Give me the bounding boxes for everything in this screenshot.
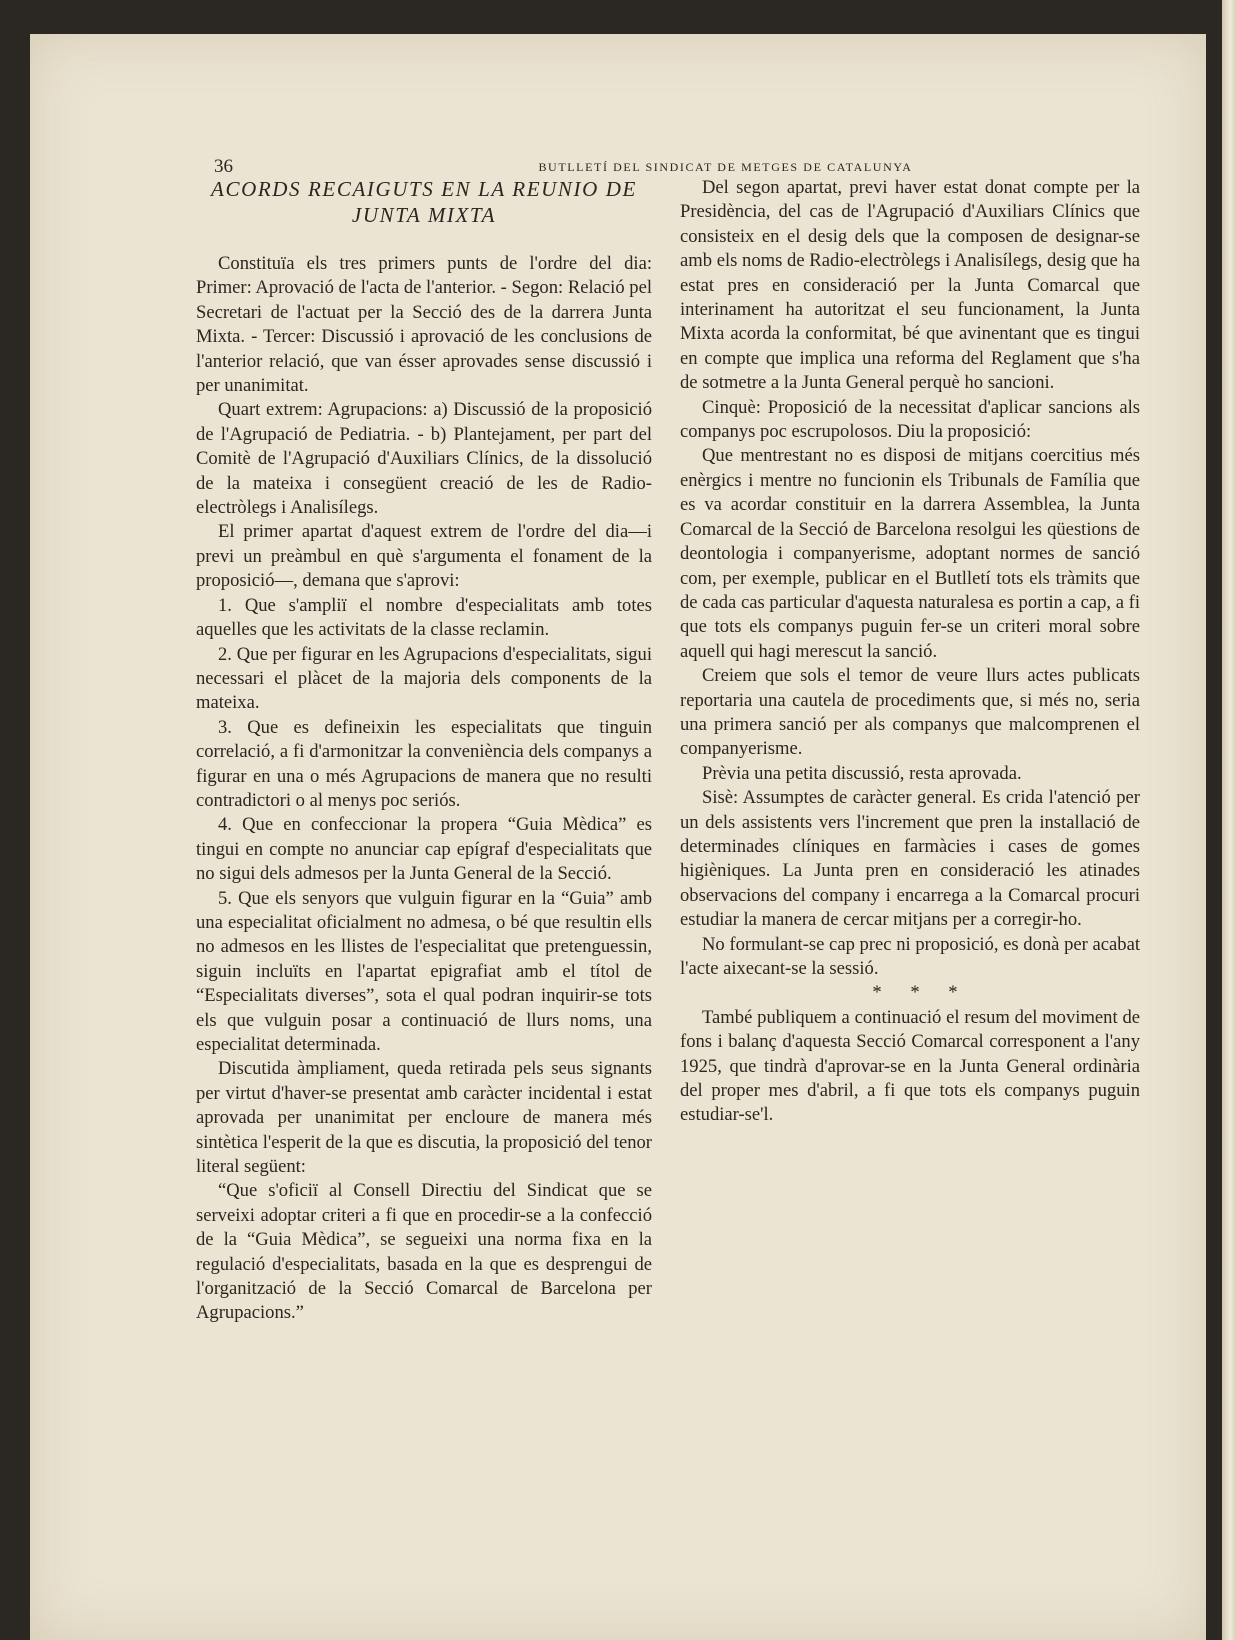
paragraph: El primer apartat d'aquest extrem de l'ordre del dia—i previ un preàmbul en què s'argumenta el fonament de la proposició—, demana que s'aprovi: [196,521,652,592]
article-title: ACORDS RECAIGUTS EN LA REUNIO DE JUNTA MIXTA [211,177,637,227]
paragraph: Prèvia una petita discussió, resta aprovada. [702,762,1022,784]
list-item: 4. Que en confeccionar la propera “Guia Mèdica” es tingui en compte no anunciar cap epígraf d'especialitats que no sigui dels admesos per la Junta General de la Secció. [196,814,652,885]
paragraph: Constituïa els tres primers punts de l'ordre del dia: Primer: Aprovació de l'acta de l'anterior. - Segon: Relació pel Secretari de l'actuat per la Secció des de la darrera Junta Mixta. - Tercer: Discussió i aprovació de les conclusions de l'anterior relació, que van ésser aprovades sense discussió i per unanimitat. [196,253,652,397]
page-edge [1222,0,1236,1640]
paragraph: No formulant-se cap prec ni proposició, es donà per acabat l'acte aixecant-se la sessió. [680,933,1140,979]
page-number: 36 [214,156,233,177]
paragraph: Cinquè: Proposició de la necessitat d'aplicar sancions als companys poc escrupolosos. Diu la proposició: [680,396,1140,443]
paragraph: Creiem que sols el temor de veure llurs actes publicats reportaria una cautela de procediments que, si més no, seria una primera sanció per als companys que malcomprenen el companyerisme. [680,665,1140,760]
paragraph: Sisè: Assumptes de caràcter general. Es crida l'atenció per un dels assistents vers l'increment que pren la installació de determinades clíniques en farmàcies i cases de gomes higièniques. La Junta pren en consideració les atinades observacions del company i encarrega a la Comarcal procuri estudiar la manera de cercar mitjans per a corregir-ho. [680,787,1140,931]
section-separator: * * * [872,982,970,1004]
right-column [680,176,1140,1128]
list-item: 2. Que per figurar en les Agrupacions d'especialitats, sigui necessari el plàcet de la majoria dels components de la mateixa. [196,643,652,714]
list-item: 3. Que es defineixin les especialitats que tinguin correlació, a fi d'armonitzar la conveniència dels companys a figurar en una o més Agrupacions de manera que no resulti contradictori o al menys poc seriós. [196,716,652,811]
list-item: 1. Que s'ampliï el nombre d'especialitats amb totes aquelles que les activitats de la classe reclamin. [196,594,652,641]
paragraph: Del segon apartat, previ haver estat donat compte per la Presidència, del cas de l'Agrupació d'Auxiliars Clínics que consisteix en el desig dels que la composen de designar-se amb els noms de Radio-electròlegs i Analisílegs, desig que ha estat pres en consideració per la Junta Comarcal que interinament ha autoritzat el seu funcionament, la Junta Mixta acorda la conformitat, bé que avinentant que es tingui en compte que implica una reforma del Reglament que s'ha de sotmetre a la Junta General perquè ho sancioni. [680,177,1140,394]
paragraph: Que mentrestant no es disposi de mitjans coercitius més enèrgics i mentre no funcionin els Tribunals de Família que es va acordar constituir en la darrera Assemblea, la Junta Comarcal de la Secció de Barcelona resolgui les qüestions de deontologia i companyerisme, adoptant normes de sanció com, per exemple, publicar en el Butlletí tots els tràmits que de cada cas particular d'aquesta naturalesa es portin a cap, a fi que tots els companys puguin fer-se un criteri moral sobre aquell qui hagi merescut la sanció. [680,445,1140,662]
running-title: BUTLLETÍ DEL SINDICAT DE METGES DE CATALUNYA [538,160,913,174]
paragraph: També publiquem a continuació el resum del moviment de fons i balanç d'aquesta Secció Comarcal corresponent a l'any 1925, que tindrà d'aprovar-se en la Junta General ordinària del proper mes d'abril, a fi que tots els companys puguin estudiar-se'l. [680,1006,1140,1126]
paragraph: Quart extrem: Agrupacions: a) Discussió de la proposició de l'Agrupació de Pediatria. - b) Plantejament, per part del Comitè de l'Agrupació d'Auxiliars Clínics, de la dissolució de la mateixa i consegüent creació de les de Radio-electròlegs i Analisílegs. [196,399,652,519]
left-column [196,176,652,1326]
paragraph: Discutida àmpliament, queda retirada pels seus signants per virtut d'haver-se presentat amb caràcter incidental i estat aprovada per unanimitat per encloure de manera més sintètica l'esperit de la que es discutia, la proposició del tenor literal següent: [196,1058,652,1178]
list-item: 5. Que els senyors que vulguin figurar en la “Guia” amb una especialitat oficialment no admesa, o bé que resultin ells no admesos en les llistes de l'especialitat que pretenguessin, siguin incluïts en l'apartat epigrafiat amb el títol de “Especialitats diverses”, sota el qual podran inquirir-se tots els que vulguin posar a continuació de llurs noms, una especialitat determinada. [196,887,652,1055]
quoted-proposal: “Que s'oficiï al Consell Directiu del Sindicat que se serveixi adoptar criteri a fi que en procedir-se a la confecció de la “Guia Mèdica”, se segueixi una norma fixa en la regulació d'especialitats, basada en la que es desprengui de l'organització de la Secció Comarcal de Barcelona per Agrupacions.” [196,1180,652,1324]
